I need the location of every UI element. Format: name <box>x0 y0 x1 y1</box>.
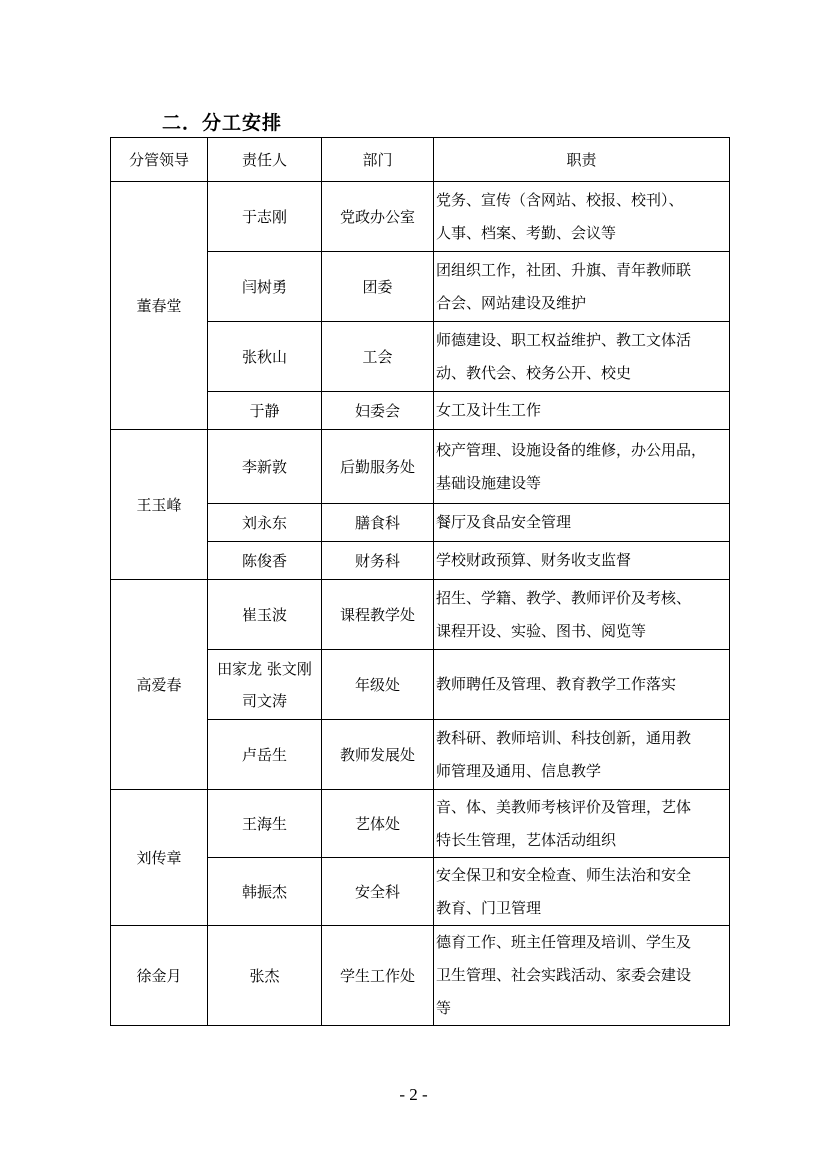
table-row <box>111 926 730 1026</box>
duty-line: 教科研、教师培训、科技创新，通用教 <box>436 728 692 747</box>
leader-cell: 刘传章 <box>111 790 208 926</box>
department-cell: 妇委会 <box>322 392 434 430</box>
department-cell: 课程教学处 <box>322 580 434 650</box>
person-name: 于志刚 <box>241 207 287 226</box>
person-name: 陈俊香 <box>241 551 287 570</box>
duty-line: 等 <box>436 999 452 1017</box>
duty-line: 师管理及通用、信息教学 <box>436 761 602 780</box>
duties-cell <box>434 580 730 650</box>
person-cell <box>208 504 322 542</box>
department-cell: 教师发展处 <box>322 720 434 790</box>
section-heading: 二．分工安排 <box>162 112 283 134</box>
duty-line: 人事、档案、考勤、会议等 <box>436 223 617 242</box>
duties-cell <box>434 392 730 430</box>
department-cell: 财务科 <box>322 542 434 580</box>
person-name: 司文涛 <box>241 691 287 710</box>
duties-cell <box>434 790 730 858</box>
department-cell: 安全科 <box>322 858 434 926</box>
duty-line: 团组织工作，社团、升旗、青年教师联 <box>436 260 692 279</box>
person-name: 卢岳生 <box>241 745 287 764</box>
duty-line: 教育、门卫管理 <box>436 898 542 917</box>
table-row <box>111 430 730 504</box>
duties-cell <box>434 720 730 790</box>
person-name: 崔玉波 <box>241 605 287 624</box>
person-cell <box>208 322 322 392</box>
assignment-table <box>110 137 730 1026</box>
duty-line: 德育工作、班主任管理及培训、学生及 <box>436 933 692 951</box>
table-row <box>111 790 730 858</box>
duty-line: 卫生管理、社会实践活动、家委会建设 <box>436 966 692 984</box>
duties-cell <box>434 542 730 580</box>
leader-cell: 高爱春 <box>111 580 208 790</box>
person-name: 张杰 <box>249 966 280 985</box>
duty-line: 党务、宣传（含网站、校报、校刊）、 <box>436 190 684 209</box>
person-cell <box>208 650 322 720</box>
duty-line: 动、教代会、校务公开、校史 <box>436 363 632 382</box>
duty-line: 学校财政预算、财务收支监督 <box>436 551 632 569</box>
duties-cell <box>434 182 730 252</box>
department-cell: 工会 <box>322 322 434 392</box>
column-header-department: 部门 <box>322 138 434 182</box>
department-cell: 膳食科 <box>322 504 434 542</box>
duties-cell <box>434 858 730 926</box>
person-name: 王海生 <box>241 814 287 833</box>
duties-cell <box>434 504 730 542</box>
duty-line: 师德建设、职工权益维护、教工文体活 <box>436 330 692 349</box>
person-cell <box>208 926 322 1026</box>
duty-line: 餐厅及食品安全管理 <box>436 513 572 531</box>
person-cell <box>208 720 322 790</box>
department-cell: 后勤服务处 <box>322 430 434 504</box>
page-number: - 2 - <box>399 1085 428 1104</box>
person-cell <box>208 542 322 580</box>
duties-cell <box>434 926 730 1026</box>
table-header-row <box>111 138 730 182</box>
leader-cell: 董春堂 <box>111 182 208 430</box>
department-cell: 年级处 <box>322 650 434 720</box>
duty-line: 安全保卫和安全检查、师生法治和安全 <box>436 865 692 884</box>
person-name: 田家龙 张文刚 <box>217 659 312 678</box>
department-cell: 学生工作处 <box>322 926 434 1026</box>
duty-line: 校产管理、设施设备的维修，办公用品， <box>436 440 707 459</box>
person-cell <box>208 790 322 858</box>
duties-cell <box>434 252 730 322</box>
person-cell <box>208 252 322 322</box>
person-name: 韩振杰 <box>241 882 287 901</box>
leader-cell: 徐金月 <box>111 926 208 1026</box>
duties-cell <box>434 430 730 504</box>
duty-line: 特长生管理，艺体活动组织 <box>436 830 617 849</box>
duty-line: 基础设施建设等 <box>436 473 542 492</box>
duty-line: 合会、网站建设及维护 <box>436 293 587 312</box>
person-cell <box>208 430 322 504</box>
person-name: 于静 <box>249 401 280 420</box>
person-name: 闫树勇 <box>241 277 287 296</box>
department-cell: 艺体处 <box>322 790 434 858</box>
column-header-leader: 分管领导 <box>111 138 208 182</box>
person-cell <box>208 580 322 650</box>
column-header-person: 责任人 <box>208 138 322 182</box>
leader-cell: 王玉峰 <box>111 430 208 580</box>
column-header-duties: 职责 <box>434 138 730 182</box>
department-cell: 团委 <box>322 252 434 322</box>
person-name: 刘永东 <box>241 513 287 532</box>
person-name: 张秋山 <box>241 347 287 366</box>
duty-line: 招生、学籍、教学、教师评价及考核、 <box>436 588 692 607</box>
duties-cell <box>434 322 730 392</box>
department-cell: 党政办公室 <box>322 182 434 252</box>
duty-line: 教师聘任及管理、教育教学工作落实 <box>436 675 677 693</box>
table-row <box>111 182 730 252</box>
duties-cell <box>434 650 730 720</box>
table-row <box>111 580 730 650</box>
person-name: 李新敦 <box>241 457 287 476</box>
duty-line: 课程开设、实验、图书、阅览等 <box>436 621 647 640</box>
person-cell <box>208 858 322 926</box>
person-cell <box>208 392 322 430</box>
duty-line: 音、体、美教师考核评价及管理，艺体 <box>436 797 692 816</box>
person-cell <box>208 182 322 252</box>
duty-line: 女工及计生工作 <box>436 401 542 419</box>
